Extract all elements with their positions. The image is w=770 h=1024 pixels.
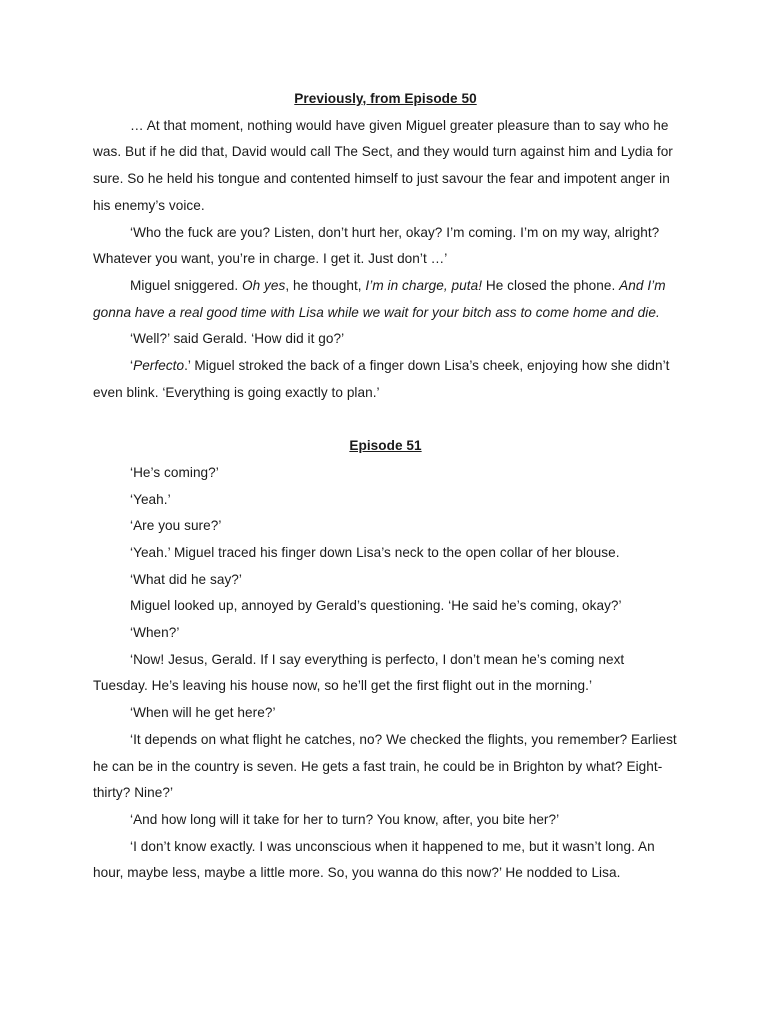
text-run: ‘ [130, 358, 134, 374]
italic-word: Perfecto [133, 358, 185, 374]
episode-paragraph: ‘I don’t know exactly. I was unconscious when it happened to me, but it wasn’t long. An hour, maybe less, maybe a little more. So, you wanna do this now?’ He nodded to Lisa. [93, 838, 655, 881]
text-run: He closed the phone. [482, 277, 620, 293]
episode-paragraph: ‘Yeah.’ [130, 491, 171, 507]
episode-paragraph: ‘Are you sure?’ [130, 518, 222, 534]
document-page [93, 86, 678, 887]
recap-heading: Previously, from Episode 50 [294, 91, 477, 106]
recap-paragraph-2: ‘Who the fuck are you? Listen, don’t hurt her, okay? I’m coming. I’m on my way, alright? Whatever you want, you’re in charge. I get it. Just don’t …’ [93, 224, 660, 267]
recap-paragraph-4: ‘Well?’ said Gerald. ‘How did it go?’ [130, 331, 345, 347]
episode-paragraph: ‘Yeah.’ Miguel traced his finger down Lisa’s neck to the open collar of her blouse. [130, 544, 620, 560]
italic-thought: And I’m gonna have a real good time with Lisa while we wait for your bitch ass to come home and die. [93, 277, 666, 320]
episode-paragraph: ‘When?’ [130, 625, 180, 641]
section-gap [93, 406, 678, 433]
recap-paragraph-1: … At that moment, nothing would have given Miguel greater pleasure than to say who he was. But if he did that, David would call The Sect, and they would turn against him and Lydia for sure. So he held his tongue and contented himself to just savour the fear and impotent anger in his enemy’s voice. [93, 117, 673, 213]
episode-paragraph: Miguel looked up, annoyed by Gerald’s questioning. ‘He said he’s coming, okay?’ [130, 598, 622, 614]
recap-paragraph-5 [93, 353, 678, 406]
episode-paragraph: ‘He’s coming?’ [130, 464, 219, 480]
text-run: Miguel sniggered. [130, 277, 242, 293]
episode-paragraph: ‘When will he get here?’ [130, 705, 276, 721]
text-run: , he thought, [285, 277, 366, 293]
episode-paragraph: ‘It depends on what flight he catches, no? We checked the flights, you remember? Earliest he can be in the country is seven. He gets a fast train, he could be in Brighton by what? Eight-thirty? Nine?’ [93, 731, 677, 801]
recap-paragraph-3 [93, 273, 678, 326]
text-run: .’ Miguel stroked the back of a finger down Lisa’s cheek, enjoying how she didn’t even blink. ‘Everything is going exactly to plan.’ [93, 358, 670, 400]
episode-paragraph: ‘And how long will it take for her to turn? You know, after, you bite her?’ [130, 811, 560, 827]
episode-heading: Episode 51 [349, 438, 422, 454]
episode-paragraph: ‘Now! Jesus, Gerald. If I say everything is perfecto, I don’t mean he’s coming next Tuesday. He’s leaving his house now, so he’ll get the first flight out in the morning.’ [93, 651, 625, 694]
italic-thought: Oh yes [241, 277, 286, 293]
episode-paragraph: ‘What did he say?’ [130, 571, 242, 587]
italic-thought: I’m in charge, puta! [365, 277, 483, 293]
